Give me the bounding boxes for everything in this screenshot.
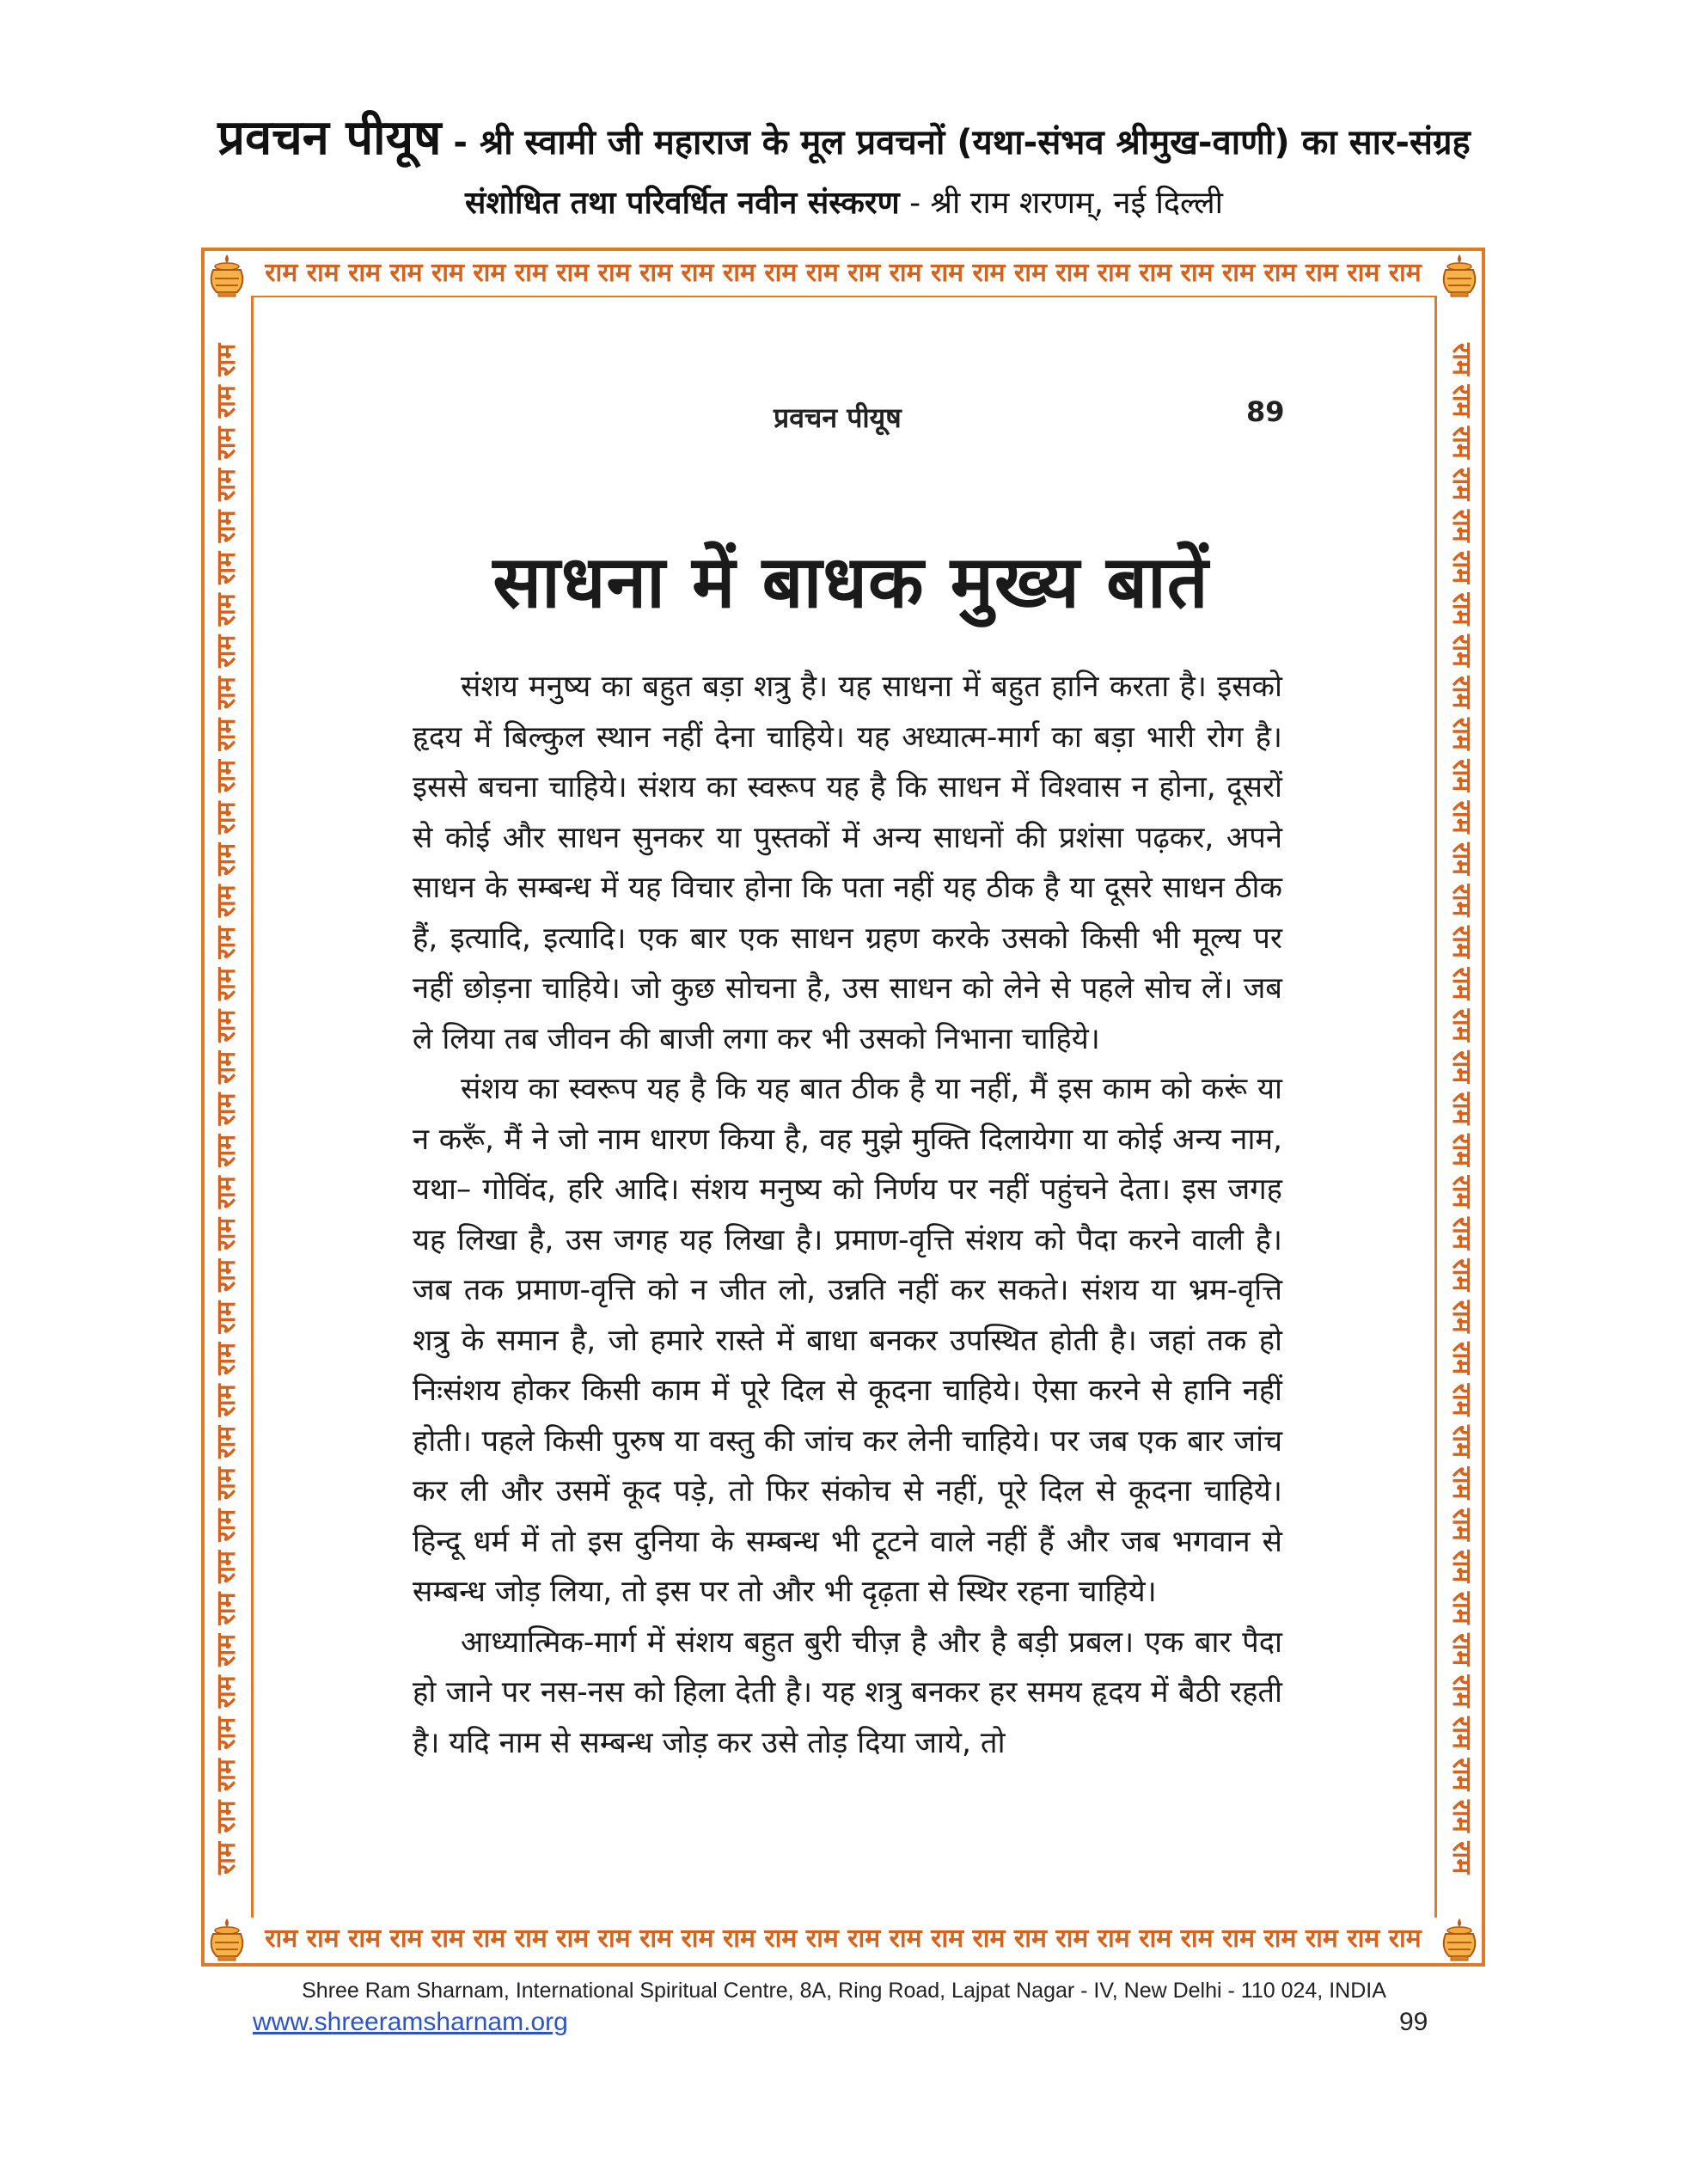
pdf-page-number: 99 — [1399, 2008, 1428, 2036]
chapter-title: साधना में बाधक मुख्य बातें — [492, 540, 1209, 624]
book-page-number: 89 — [1246, 395, 1285, 428]
paragraph: संशय मनुष्य का बहुत बड़ा शत्रु है। यह साधना में बहुत हानि करता है। इसको हृदय में बिल्कुल स्थान नहीं देना चाहिये। यह अध्यात्म-मार्ग का बड़ा भारी रोग है। इससे बचना चाहिये। संशय का स्वरूप यह है कि साधन में विश्वास न होना, दूसरों से कोई और साधन सुनकर या पुस्तकों में अन्य साधनों की प्रशंसा पढ़कर, अपने साधन के सम्बन्ध में यह विचार होना कि पता नहीं यह ठीक है या दूसरे साधन ठीक हैं, इत्यादि, इत्यादि। एक बार एक साधन ग्रहण करके उसको किसी भी मूल्य पर नहीं छोड़ना चाहिये। जो कुछ सोचना है, उस साधन को लेने से पहले सोच लें। जब ले लिया तब जीवन की बाजी लगा कर भी उसको निभाना चाहिये। — [413, 670, 1282, 1056]
header-subtitle — [0, 180, 1688, 223]
kalash-icon — [205, 1915, 249, 1963]
website-link[interactable]: www.shreeramsharnam.org — [253, 2008, 568, 2036]
ram-border-left: राम राम राम राम राम राम राम राम राम राम राम राम राम राम राम राम राम राम राम राम राम राम राम राम राम राम राम राम राम राम राम राम राम राम राम राम राम — [211, 343, 242, 1875]
kalash-icon — [205, 251, 249, 299]
running-head: प्रवचन पीयूष — [774, 401, 902, 434]
kalash-icon — [1437, 1915, 1482, 1963]
ram-border-top: राम राम राम राम राम राम राम राम राम राम राम राम राम राम राम राम राम राम राम राम राम राम राम राम राम राम राम राम — [265, 258, 1422, 288]
header-title — [0, 103, 1688, 168]
document-header — [0, 103, 1688, 223]
kalash-icon — [1437, 251, 1482, 299]
paragraph: संशय का स्वरूप यह है कि यह बात ठीक है या नहीं, मैं इस काम को करूं या न करूँ, मैं ने जो नाम धारण किया है, वह मुझे मुक्ति दिलायेगा या कोई अन्य नाम, यथा– गोविंद, हरि आदि। संशय मनुष्य को निर्णय पर नहीं पहुंचने देता। इस जगह यह लिखा है, उस जगह यह लिखा है। प्रमाण-वृत्ति संशय को पैदा करने वाली है। जब तक प्रमाण-वृत्ति को न जीत लो, उन्नति नहीं कर सकते। संशय या भ्रम-वृत्ति शत्रु के समान है, जो हमारे रास्ते में बाधा बनकर उपस्थित होती है। जहां तक हो निःसंशय होकर किसी काम में पूरे दिल से कूदना चाहिये। ऐसा करने से हानि नहीं होती। पहले किसी पुरुष या वस्तु की जांच कर लेनी चाहिये। पर जब एक बार जांच कर ली और उसमें कूद पड़े, तो फिर संकोच से नहीं, पूरे दिल से कूदना चाहिये। हिन्दू धर्म में तो इस दुनिया के सम्बन्ध भी टूटने वाले नहीं हैं और जब भगवान से सम्बन्ध जोड़ लिया, तो इस पर तो और भी दृढ़ता से स्थिर रहना चाहिये। — [413, 1072, 1282, 1609]
ram-border-bottom: राम राम राम राम राम राम राम राम राम राम राम राम राम राम राम राम राम राम राम राम राम राम राम राम राम राम राम राम — [265, 1924, 1422, 1954]
header-subtitle-rest: - श्री राम शरणम्, नई दिल्ली — [899, 186, 1223, 221]
body-text — [413, 662, 1282, 1768]
header-title-rest: - श्री स्वामी जी महाराज के मूल प्रवचनों (यथा-संभव श्रीमुख-वाणी) का सार-संग्रह — [441, 123, 1471, 162]
paragraph: आध्यात्मिक-मार्ग में संशय बहुत बुरी चीज़ है और है बड़ी प्रबल। एक बार पैदा हो जाने पर नस-नस को हिला देती है। यह शत्रु बनकर हर समय हृदय में बैठी रहती है। यदि नाम से सम्बन्ध जोड़ कर उसे तोड़ दिया जाये, तो — [413, 1624, 1282, 1760]
header-subtitle-bold: संशोधित तथा परिवर्धित नवीन संस्करण — [465, 186, 900, 221]
header-title-main: प्रवचन पीयूष — [217, 110, 442, 166]
ram-border-right: राम राम राम राम राम राम राम राम राम राम राम राम राम राम राम राम राम राम राम राम राम राम राम राम राम राम राम राम राम राम राम राम राम राम राम राम राम — [1446, 343, 1477, 1875]
footer-address: Shree Ram Sharnam, International Spiritual Centre, 8A, Ring Road, Lajpat Nagar - IV, New Delhi - 110 024, INDIA — [302, 1979, 1386, 2003]
